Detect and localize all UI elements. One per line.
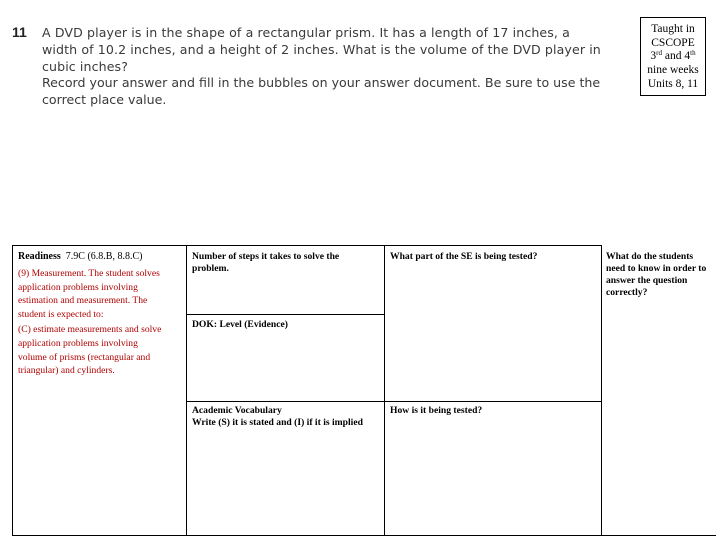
question-text: A DVD player is in the shape of a rectangular prism. It has a length of 17 inches, a width of 10.2 inches, and a height of 2 inches. What is the volume of the DVD player in cubic inches? — [42, 25, 601, 74]
row-divider-dok — [186, 314, 384, 315]
question-instructions: Record your answer and fill in the bubbles on your answer document. Be sure to use the correct place value. — [42, 75, 601, 107]
taught-line2: CSCOPE — [651, 36, 695, 49]
taught-sup-rd: rd — [656, 49, 663, 58]
steps-header: Number of steps it takes to solve the problem. — [192, 251, 340, 274]
students-need-header: What do the students need to know in order to answer the question correctly? — [606, 251, 707, 298]
vocab-title: Academic Vocabulary — [192, 405, 282, 416]
taught-box — [640, 17, 706, 96]
taught-line1: Taught in — [651, 23, 695, 35]
readiness-code: 7.9C (6.8.B, 8.8.C) — [65, 251, 143, 262]
col-divider-2 — [384, 245, 385, 536]
readiness-cell — [18, 251, 168, 378]
vocab-header — [192, 405, 382, 429]
taught-grade-4: and 4 — [662, 50, 691, 63]
taught-line3 — [641, 50, 705, 64]
col-divider-3 — [601, 245, 602, 536]
dok-header: DOK: Level (Evidence) — [192, 319, 288, 330]
taught-line5: Units 8, 11 — [647, 77, 699, 90]
readiness-label: Readiness — [18, 251, 61, 262]
readiness-expectation: (C) estimate measurements and solve application problems involving volume of prisms (rectangular and triangular) and cylinders. — [18, 324, 162, 377]
question-number: 11 — [12, 24, 27, 40]
taught-sup-th: th — [690, 49, 696, 58]
table-bottom-border — [12, 535, 716, 536]
how-tested-header: How is it being tested? — [390, 405, 483, 416]
row-divider-vocab — [186, 401, 601, 402]
taught-grade-3: 3 — [650, 50, 657, 63]
readiness-heading — [18, 251, 168, 262]
table-top-border — [12, 245, 602, 246]
table-left-border — [12, 245, 13, 536]
col-divider-1 — [186, 245, 187, 536]
se-part-header: What part of the SE is being tested? — [390, 251, 538, 262]
readiness-standard: (9) Measurement. The student solves application problems involving estimation and measurement. The student is expected to: — [18, 268, 160, 320]
vocab-instructions: Write (S) it is stated and (I) if it is implied — [192, 417, 363, 428]
taught-line4: nine weeks — [647, 64, 699, 77]
